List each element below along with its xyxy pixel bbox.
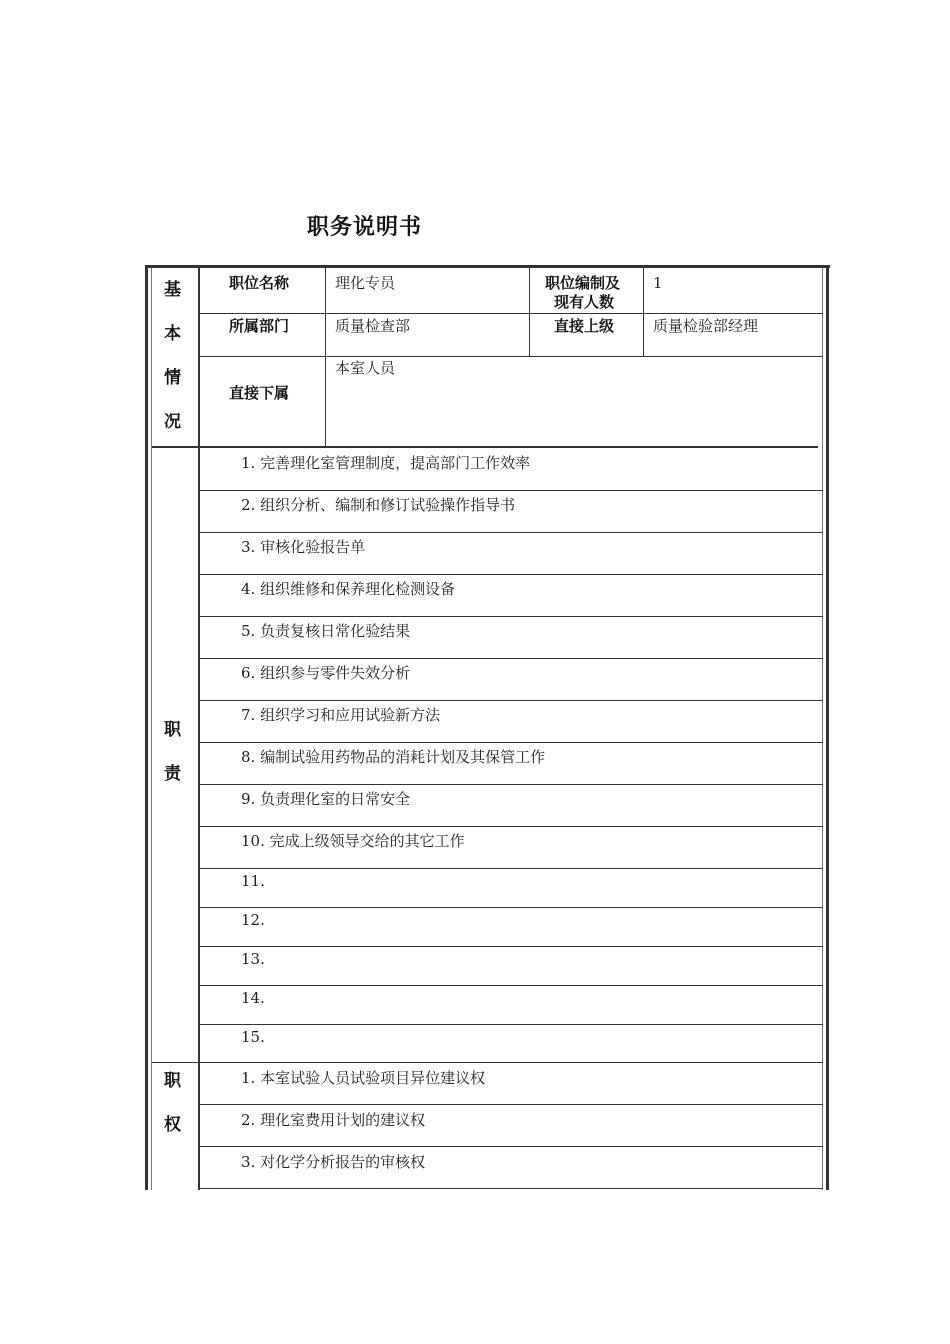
duty-row-line <box>199 826 823 827</box>
position-name-value: 理化专员 <box>335 274 396 292</box>
document-title: 职务说明书 <box>307 215 423 240</box>
duty-item-10: 10. 完成上级领导交给的其它工作 <box>241 832 465 850</box>
duty-item-6: 6. 组织参与零件失效分析 <box>241 664 411 682</box>
duty-row-line <box>199 907 823 908</box>
section-label-basic-3: 情 <box>164 368 181 388</box>
section-label-basic-1: 基 <box>164 280 181 300</box>
section-label-basic-2: 本 <box>164 324 181 344</box>
duty-row-line <box>199 574 823 575</box>
duty-item-7: 7. 组织学习和应用试验新方法 <box>241 706 441 724</box>
duty-row-line <box>199 616 823 617</box>
duty-item-13: 13. <box>241 950 265 968</box>
authority-item-2: 2. 理化室费用计划的建议权 <box>241 1111 426 1129</box>
headcount-value: 1 <box>653 274 663 292</box>
superior-label: 直接上级 <box>554 317 615 335</box>
department-value: 质量检查部 <box>335 317 411 335</box>
table-inner-right <box>822 268 823 1190</box>
authority-row-line <box>199 1104 823 1105</box>
authority-item-3: 3. 对化学分析报告的审核权 <box>241 1153 426 1171</box>
duty-row-line <box>199 985 823 986</box>
basic-row-line-2 <box>199 356 823 357</box>
basic-divider-a <box>325 268 326 446</box>
duty-item-15: 15. <box>241 1028 265 1046</box>
table-border-top <box>145 265 830 268</box>
duty-item-14: 14. <box>241 989 265 1007</box>
duty-item-11: 11. <box>241 872 265 890</box>
label-column-divider <box>198 268 200 1190</box>
basic-row-line-1 <box>199 313 823 314</box>
duty-item-5: 5. 负责复核日常化验结果 <box>241 622 411 640</box>
duty-item-9: 9. 负责理化室的日常安全 <box>241 790 411 808</box>
section-label-authority-1: 职 <box>164 1071 181 1091</box>
duty-row-line <box>199 1024 823 1025</box>
section-label-authority-2: 权 <box>164 1115 181 1135</box>
duty-item-3: 3. 审核化验报告单 <box>241 538 366 556</box>
subordinate-value: 本室人员 <box>335 359 396 377</box>
table-border-right <box>826 265 829 1190</box>
duty-item-8: 8. 编制试验用药物品的消耗计划及其保管工作 <box>241 748 546 766</box>
duty-row-line <box>199 742 823 743</box>
headcount-label-line2: 现有人数 <box>554 293 615 311</box>
subordinate-label: 直接下属 <box>229 384 290 402</box>
department-label: 所属部门 <box>229 317 290 335</box>
section-separator-basic <box>152 446 818 448</box>
section-label-basic-4: 况 <box>164 412 181 432</box>
section-label-duties-1: 职 <box>164 720 181 740</box>
position-name-label: 职位名称 <box>229 274 290 292</box>
section-separator-duties <box>152 1062 823 1063</box>
duty-row-line <box>199 700 823 701</box>
duty-item-2: 2. 组织分析、编制和修订试验操作指导书 <box>241 496 516 514</box>
table-border-left <box>145 265 148 1190</box>
table-inner-left <box>151 268 152 1190</box>
headcount-label-line1: 职位编制及 <box>545 274 621 292</box>
duty-item-12: 12. <box>241 911 265 929</box>
duty-item-1: 1. 完善理化室管理制度，提高部门工作效率 <box>241 454 531 472</box>
duty-row-line <box>199 946 823 947</box>
table-bottom-line <box>199 1188 823 1189</box>
duty-item-4: 4. 组织维修和保养理化检测设备 <box>241 580 456 598</box>
duty-row-line <box>199 490 823 491</box>
authority-row-line <box>199 1146 823 1147</box>
duty-row-line <box>199 532 823 533</box>
duty-row-line <box>199 658 823 659</box>
duty-row-line <box>199 784 823 785</box>
superior-value: 质量检验部经理 <box>653 317 759 335</box>
section-label-duties-2: 责 <box>164 764 181 784</box>
authority-item-1: 1. 本室试验人员试验项目异位建议权 <box>241 1069 486 1087</box>
duty-row-line <box>199 868 823 869</box>
